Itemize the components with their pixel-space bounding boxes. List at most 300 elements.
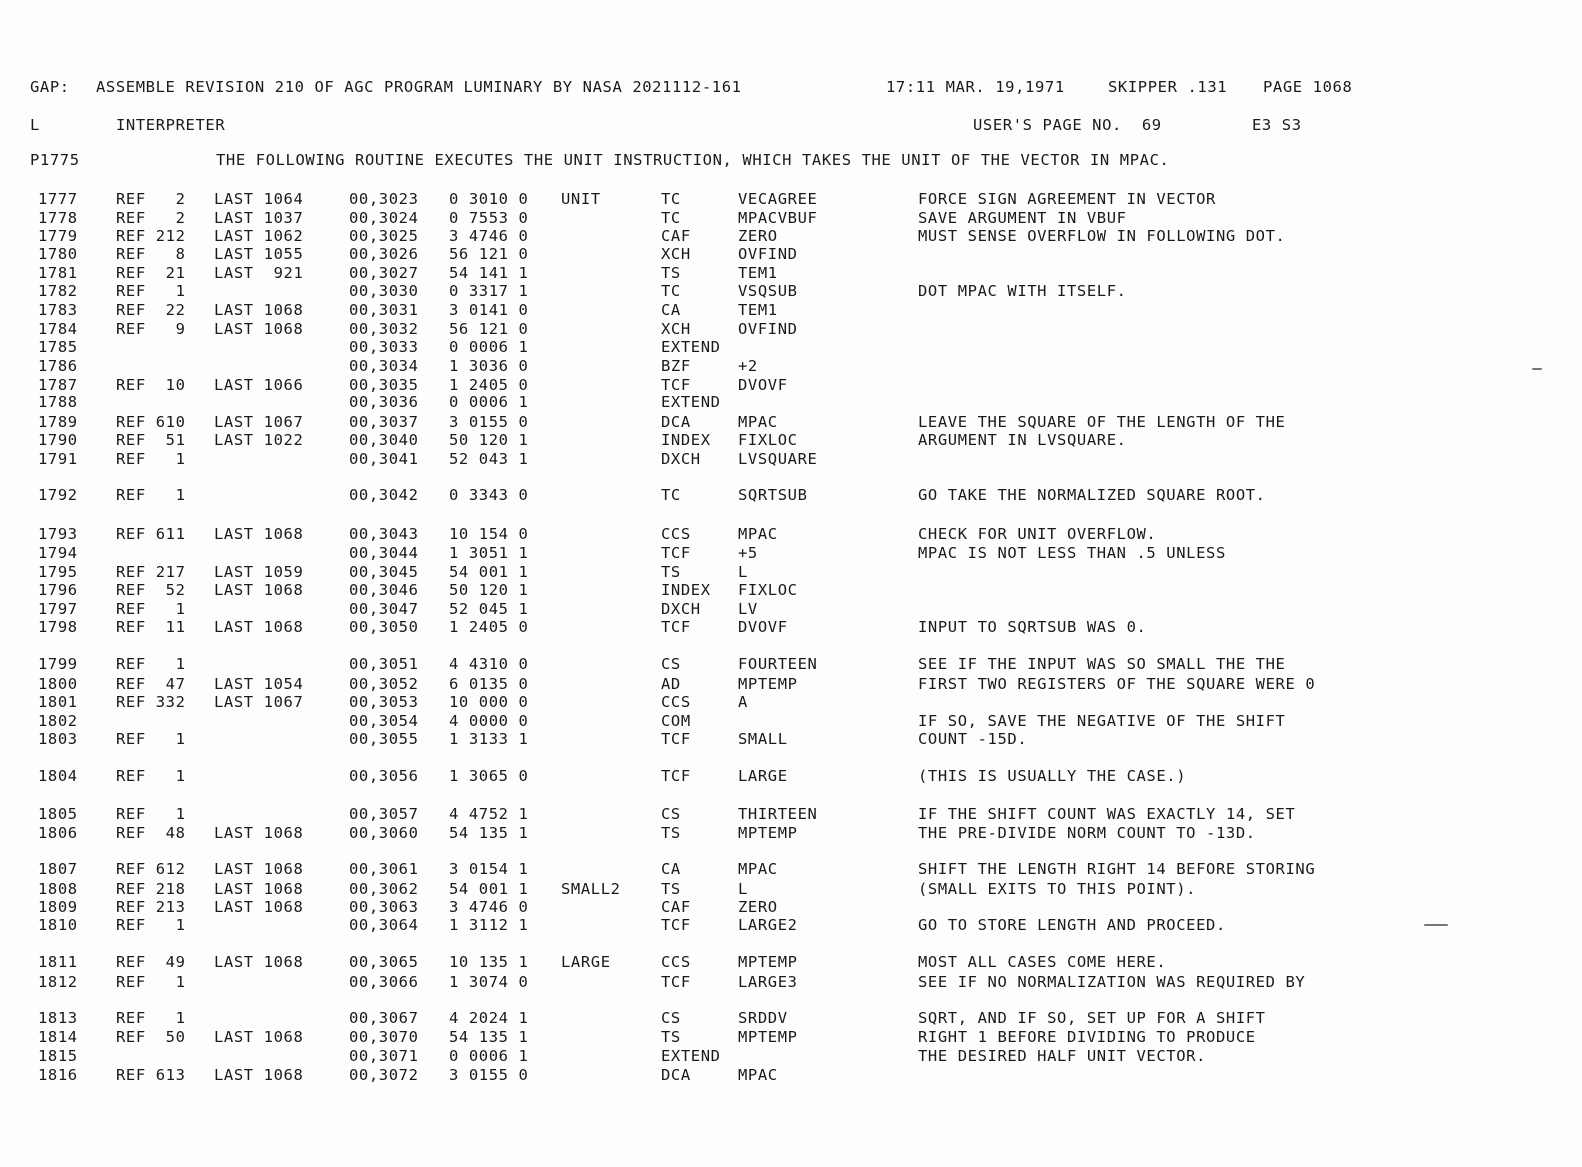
machine-code: 4 4752 1: [449, 805, 529, 823]
last-ref: LAST 1022: [214, 431, 304, 449]
listing-row: [0, 916, 1582, 935]
comment: SEE IF NO NORMALIZATION WAS REQUIRED BY: [918, 973, 1306, 991]
ref-count: REF 47: [116, 675, 186, 693]
machine-code: 0 0006 1: [449, 338, 529, 356]
label: UNIT: [561, 190, 601, 208]
comment: THE DESIRED HALF UNIT VECTOR.: [918, 1047, 1207, 1065]
comment: (SMALL EXITS TO THIS POINT).: [918, 880, 1197, 898]
line-number: 1795: [38, 563, 78, 581]
ref-count: REF 51: [116, 431, 186, 449]
operand: +5: [738, 544, 758, 562]
line-number: 1793: [38, 525, 78, 543]
listing-row: [0, 563, 1582, 582]
page-header: [0, 78, 1582, 98]
intro-text: THE FOLLOWING ROUTINE EXECUTES THE UNIT INSTRUCTION, WHICH TAKES THE UNIT OF THE VECTOR IN MPAC.: [216, 151, 1170, 169]
operand: OVFIND: [738, 245, 798, 263]
comment: RIGHT 1 BEFORE DIVIDING TO PRODUCE: [918, 1028, 1256, 1046]
opcode: DXCH: [661, 450, 701, 468]
address: 00,3041: [349, 450, 419, 468]
line-number: 1794: [38, 544, 78, 562]
line-number: 1802: [38, 712, 78, 730]
opcode: TCF: [661, 730, 691, 748]
comment: FIRST TWO REGISTERS OF THE SQUARE WERE 0: [918, 675, 1316, 693]
address: 00,3032: [349, 320, 419, 338]
address: 00,3031: [349, 301, 419, 319]
opcode: TC: [661, 282, 681, 300]
line-number: 1791: [38, 450, 78, 468]
machine-code: 10 154 0: [449, 525, 529, 543]
last-ref: LAST 1064: [214, 190, 304, 208]
listing-row: [0, 805, 1582, 824]
machine-code: 1 3112 1: [449, 916, 529, 934]
line-number: 1816: [38, 1066, 78, 1084]
intro-id: P1775: [30, 151, 80, 169]
machine-code: 3 0154 1: [449, 860, 529, 878]
comment: LEAVE THE SQUARE OF THE LENGTH OF THE: [918, 413, 1286, 431]
opcode: INDEX: [661, 581, 711, 599]
ref-count: REF 1: [116, 916, 186, 934]
machine-code: 0 3010 0: [449, 190, 529, 208]
listing-row: [0, 953, 1582, 972]
comment: INPUT TO SQRTSUB WAS 0.: [918, 618, 1147, 636]
machine-code: 1 3051 1: [449, 544, 529, 562]
line-number: 1811: [38, 953, 78, 971]
opcode: BZF: [661, 357, 691, 375]
last-ref: LAST 1068: [214, 824, 304, 842]
line-number: 1784: [38, 320, 78, 338]
last-ref: LAST 1068: [214, 320, 304, 338]
machine-code: 0 0006 1: [449, 1047, 529, 1065]
comment: COUNT -15D.: [918, 730, 1028, 748]
operand: MPTEMP: [738, 675, 798, 693]
line-number: 1815: [38, 1047, 78, 1065]
ref-count: REF 49: [116, 953, 186, 971]
listing-row: [0, 450, 1582, 469]
comment: THE PRE-DIVIDE NORM COUNT TO -13D.: [918, 824, 1256, 842]
address: 00,3072: [349, 1066, 419, 1084]
last-ref: LAST 1068: [214, 898, 304, 916]
listing-row: [0, 898, 1582, 917]
line-number: 1796: [38, 581, 78, 599]
address: 00,3057: [349, 805, 419, 823]
listing-row: [0, 320, 1582, 339]
operand: L: [738, 880, 748, 898]
opcode: DCA: [661, 1066, 691, 1084]
listing-row: [0, 209, 1582, 228]
ref-count: REF 212: [116, 227, 186, 245]
machine-code: 3 0155 0: [449, 413, 529, 431]
opcode: EXTEND: [661, 338, 721, 356]
section-name: INTERPRETER: [116, 116, 226, 134]
header-page-number: PAGE 1068: [1263, 78, 1353, 96]
line-number: 1809: [38, 898, 78, 916]
opcode: CCS: [661, 525, 691, 543]
last-ref: LAST 1067: [214, 693, 304, 711]
address: 00,3034: [349, 357, 419, 375]
header-time-date: 17:11 MAR. 19,1971: [886, 78, 1065, 96]
opcode: CCS: [661, 693, 691, 711]
opcode: TS: [661, 880, 681, 898]
ref-count: REF 1: [116, 600, 186, 618]
listing-row: [0, 544, 1582, 563]
address: 00,3047: [349, 600, 419, 618]
opcode: CCS: [661, 953, 691, 971]
address: 00,3052: [349, 675, 419, 693]
line-number: 1779: [38, 227, 78, 245]
ref-count: REF 613: [116, 1066, 186, 1084]
machine-code: 1 2405 0: [449, 618, 529, 636]
machine-code: 54 135 1: [449, 824, 529, 842]
operand: A: [738, 693, 748, 711]
listing-row: [0, 282, 1582, 301]
machine-code: 4 2024 1: [449, 1009, 529, 1027]
listing-row: [0, 767, 1582, 786]
operand: TEM1: [738, 301, 778, 319]
section-header: [0, 116, 1582, 136]
machine-code: 1 3074 0: [449, 973, 529, 991]
comment: GO TO STORE LENGTH AND PROCEED.: [918, 916, 1226, 934]
last-ref: LAST 1068: [214, 525, 304, 543]
last-ref: LAST 1068: [214, 953, 304, 971]
ref-count: REF 1: [116, 655, 186, 673]
machine-code: 50 120 1: [449, 431, 529, 449]
gap-label: GAP:: [30, 78, 70, 96]
listing-row: [0, 264, 1582, 283]
line-number: 1814: [38, 1028, 78, 1046]
address: 00,3056: [349, 767, 419, 785]
machine-code: 10 135 1: [449, 953, 529, 971]
operand: +2: [738, 357, 758, 375]
address: 00,3050: [349, 618, 419, 636]
line-number: 1792: [38, 486, 78, 504]
opcode: TC: [661, 209, 681, 227]
opcode: EXTEND: [661, 393, 721, 411]
ref-count: REF 612: [116, 860, 186, 878]
operand: DVOVF: [738, 618, 788, 636]
scan-mark: [1424, 924, 1448, 926]
ref-count: REF 50: [116, 1028, 186, 1046]
line-number: 1807: [38, 860, 78, 878]
section-letter: L: [30, 116, 40, 134]
address: 00,3037: [349, 413, 419, 431]
address: 00,3066: [349, 973, 419, 991]
line-number: 1804: [38, 767, 78, 785]
listing-row: [0, 301, 1582, 320]
comment: MUST SENSE OVERFLOW IN FOLLOWING DOT.: [918, 227, 1286, 245]
operand: ZERO: [738, 227, 778, 245]
address: 00,3030: [349, 282, 419, 300]
address: 00,3065: [349, 953, 419, 971]
machine-code: 4 4310 0: [449, 655, 529, 673]
operand: SQRTSUB: [738, 486, 808, 504]
opcode: TCF: [661, 618, 691, 636]
opcode: TS: [661, 824, 681, 842]
listing-row: [0, 880, 1582, 899]
address: 00,3023: [349, 190, 419, 208]
opcode: COM: [661, 712, 691, 730]
line-number: 1810: [38, 916, 78, 934]
listing-row: [0, 655, 1582, 674]
listing-row: [0, 1009, 1582, 1028]
ref-count: REF 1: [116, 1009, 186, 1027]
opcode: EXTEND: [661, 1047, 721, 1065]
address: 00,3055: [349, 730, 419, 748]
operand: LV: [738, 600, 758, 618]
opcode: CAF: [661, 227, 691, 245]
opcode: TCF: [661, 767, 691, 785]
last-ref: LAST 1068: [214, 581, 304, 599]
line-number: 1780: [38, 245, 78, 263]
comment: MOST ALL CASES COME HERE.: [918, 953, 1167, 971]
address: 00,3035: [349, 376, 419, 394]
line-number: 1800: [38, 675, 78, 693]
listing-row: [0, 730, 1582, 749]
opcode: CAF: [661, 898, 691, 916]
line-number: 1803: [38, 730, 78, 748]
ref-count: REF 610: [116, 413, 186, 431]
line-number: 1782: [38, 282, 78, 300]
operand: MPTEMP: [738, 1028, 798, 1046]
line-number: 1798: [38, 618, 78, 636]
operand: ZERO: [738, 898, 778, 916]
ref-count: REF 332: [116, 693, 186, 711]
opcode: TS: [661, 563, 681, 581]
address: 00,3033: [349, 338, 419, 356]
machine-code: 0 0006 1: [449, 393, 529, 411]
opcode: TS: [661, 264, 681, 282]
line-number: 1787: [38, 376, 78, 394]
machine-code: 10 000 0: [449, 693, 529, 711]
listing-row: [0, 1066, 1582, 1085]
line-number: 1801: [38, 693, 78, 711]
ref-count: REF 48: [116, 824, 186, 842]
address: 00,3040: [349, 431, 419, 449]
machine-code: 56 121 0: [449, 245, 529, 263]
operand: THIRTEEN: [738, 805, 818, 823]
operand: DVOVF: [738, 376, 788, 394]
section-code: E3 S3: [1252, 116, 1302, 134]
ref-count: REF 1: [116, 730, 186, 748]
listing-row: [0, 393, 1582, 412]
last-ref: LAST 1054: [214, 675, 304, 693]
listing-row: [0, 824, 1582, 843]
operand: MPTEMP: [738, 824, 798, 842]
last-ref: LAST 1062: [214, 227, 304, 245]
address: 00,3042: [349, 486, 419, 504]
comment: (THIS IS USUALLY THE CASE.): [918, 767, 1187, 785]
opcode: CS: [661, 655, 681, 673]
line-number: 1790: [38, 431, 78, 449]
listing-row: [0, 227, 1582, 246]
comment: FORCE SIGN AGREEMENT IN VECTOR: [918, 190, 1216, 208]
address: 00,3025: [349, 227, 419, 245]
listing-row: [0, 675, 1582, 694]
intro-line: [0, 151, 1582, 171]
address: 00,3043: [349, 525, 419, 543]
listing-row: [0, 486, 1582, 505]
opcode: TCF: [661, 544, 691, 562]
address: 00,3064: [349, 916, 419, 934]
last-ref: LAST 1059: [214, 563, 304, 581]
machine-code: 3 4746 0: [449, 898, 529, 916]
address: 00,3027: [349, 264, 419, 282]
machine-code: 52 043 1: [449, 450, 529, 468]
line-number: 1789: [38, 413, 78, 431]
ref-count: REF 8: [116, 245, 186, 263]
comment: DOT MPAC WITH ITSELF.: [918, 282, 1127, 300]
scan-mark: [1532, 368, 1542, 370]
ref-count: REF 11: [116, 618, 186, 636]
last-ref: LAST 1068: [214, 880, 304, 898]
opcode: INDEX: [661, 431, 711, 449]
operand: MPAC: [738, 525, 778, 543]
ref-count: REF 217: [116, 563, 186, 581]
machine-code: 1 2405 0: [449, 376, 529, 394]
operand: MPAC: [738, 860, 778, 878]
operand: VECAGREE: [738, 190, 818, 208]
ref-count: REF 213: [116, 898, 186, 916]
machine-code: 52 045 1: [449, 600, 529, 618]
operand: VSQSUB: [738, 282, 798, 300]
address: 00,3071: [349, 1047, 419, 1065]
machine-code: 54 135 1: [449, 1028, 529, 1046]
operand: MPAC: [738, 413, 778, 431]
opcode: XCH: [661, 245, 691, 263]
opcode: DCA: [661, 413, 691, 431]
operand: MPACVBUF: [738, 209, 818, 227]
operand: FOURTEEN: [738, 655, 818, 673]
operand: LARGE3: [738, 973, 798, 991]
operand: LARGE2: [738, 916, 798, 934]
ref-count: REF 611: [116, 525, 186, 543]
address: 00,3024: [349, 209, 419, 227]
last-ref: LAST 1068: [214, 618, 304, 636]
address: 00,3046: [349, 581, 419, 599]
machine-code: 6 0135 0: [449, 675, 529, 693]
address: 00,3026: [349, 245, 419, 263]
listing-row: [0, 973, 1582, 992]
last-ref: LAST 1068: [214, 1066, 304, 1084]
machine-code: 0 3343 0: [449, 486, 529, 504]
address: 00,3054: [349, 712, 419, 730]
label: LARGE: [561, 953, 611, 971]
ref-count: REF 1: [116, 450, 186, 468]
line-number: 1783: [38, 301, 78, 319]
machine-code: 1 3133 1: [449, 730, 529, 748]
listing-row: [0, 190, 1582, 209]
line-number: 1785: [38, 338, 78, 356]
last-ref: LAST 1067: [214, 413, 304, 431]
address: 00,3044: [349, 544, 419, 562]
ref-count: REF 10: [116, 376, 186, 394]
line-number: 1813: [38, 1009, 78, 1027]
opcode: CS: [661, 805, 681, 823]
machine-code: 54 141 1: [449, 264, 529, 282]
last-ref: LAST 1066: [214, 376, 304, 394]
comment: SHIFT THE LENGTH RIGHT 14 BEFORE STORING: [918, 860, 1316, 878]
machine-code: 1 3036 0: [449, 357, 529, 375]
ref-count: REF 2: [116, 209, 186, 227]
opcode: TS: [661, 1028, 681, 1046]
opcode: TCF: [661, 916, 691, 934]
listing-row: [0, 1028, 1582, 1047]
address: 00,3061: [349, 860, 419, 878]
line-number: 1797: [38, 600, 78, 618]
ref-count: REF 1: [116, 973, 186, 991]
address: 00,3063: [349, 898, 419, 916]
listing-row: [0, 693, 1582, 712]
last-ref: LAST 921: [214, 264, 304, 282]
ref-count: REF 1: [116, 767, 186, 785]
address: 00,3070: [349, 1028, 419, 1046]
opcode: TC: [661, 486, 681, 504]
operand: L: [738, 563, 748, 581]
opcode: TCF: [661, 376, 691, 394]
comment: MPAC IS NOT LESS THAN .5 UNLESS: [918, 544, 1226, 562]
address: 00,3036: [349, 393, 419, 411]
address: 00,3067: [349, 1009, 419, 1027]
opcode: XCH: [661, 320, 691, 338]
line-number: 1799: [38, 655, 78, 673]
opcode: CS: [661, 1009, 681, 1027]
line-number: 1786: [38, 357, 78, 375]
comment: GO TAKE THE NORMALIZED SQUARE ROOT.: [918, 486, 1266, 504]
address: 00,3053: [349, 693, 419, 711]
ref-count: REF 1: [116, 805, 186, 823]
ref-count: REF 52: [116, 581, 186, 599]
ref-count: REF 9: [116, 320, 186, 338]
operand: LARGE: [738, 767, 788, 785]
opcode: DXCH: [661, 600, 701, 618]
comment: SEE IF THE INPUT WAS SO SMALL THE THE: [918, 655, 1286, 673]
opcode: TCF: [661, 973, 691, 991]
machine-code: 0 3317 1: [449, 282, 529, 300]
operand: OVFIND: [738, 320, 798, 338]
listing-row: [0, 245, 1582, 264]
operand: FIXLOC: [738, 431, 798, 449]
operand: SMALL: [738, 730, 788, 748]
machine-code: 54 001 1: [449, 563, 529, 581]
header-title: ASSEMBLE REVISION 210 OF AGC PROGRAM LUMINARY BY NASA 2021112-161: [96, 78, 742, 96]
line-number: 1806: [38, 824, 78, 842]
address: 00,3051: [349, 655, 419, 673]
listing-row: [0, 712, 1582, 731]
listing-row: [0, 618, 1582, 637]
ref-count: REF 1: [116, 486, 186, 504]
listing-row: [0, 600, 1582, 619]
comment: SQRT, AND IF SO, SET UP FOR A SHIFT: [918, 1009, 1266, 1027]
listing-row: [0, 581, 1582, 600]
listing-row: [0, 1047, 1582, 1066]
comment: SAVE ARGUMENT IN VBUF: [918, 209, 1127, 227]
operand: MPTEMP: [738, 953, 798, 971]
listing-row: [0, 525, 1582, 544]
last-ref: LAST 1037: [214, 209, 304, 227]
line-number: 1808: [38, 880, 78, 898]
operand: MPAC: [738, 1066, 778, 1084]
machine-code: 50 120 1: [449, 581, 529, 599]
ref-count: REF 22: [116, 301, 186, 319]
machine-code: 54 001 1: [449, 880, 529, 898]
operand: FIXLOC: [738, 581, 798, 599]
operand: LVSQUARE: [738, 450, 818, 468]
listing-row: [0, 338, 1582, 357]
user-page-number: USER'S PAGE NO. 69: [973, 116, 1162, 134]
ref-count: REF 21: [116, 264, 186, 282]
opcode: TC: [661, 190, 681, 208]
comment: ARGUMENT IN LVSQUARE.: [918, 431, 1127, 449]
listing-row: [0, 413, 1582, 432]
